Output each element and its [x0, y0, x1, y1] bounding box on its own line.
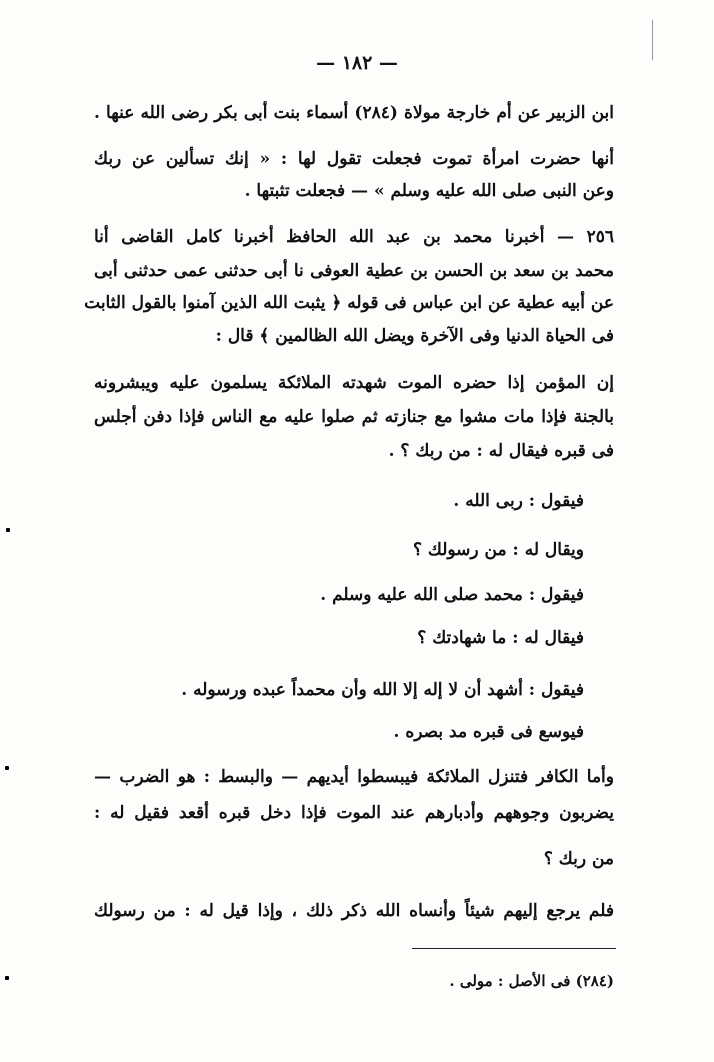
text-line-19: من ربك ؟ — [543, 849, 614, 869]
text-line-5: محمد بن سعد بن الحسن بن عطية العوفى نا أبى حدثنى عمى حدثنى أبى — [94, 261, 614, 281]
text-line-15: فيقول : أشهد أن لا إله إلا الله وأن محمداً عبده ورسوله . — [181, 680, 584, 700]
text-line-2: أنها حضرت امرأة تموت فجعلت تقول لها : « إنك تسألين عن ربك — [94, 149, 614, 169]
text-line-17: وأما الكافر فتنزل الملائكة فيبسطوا أيديهم — والبسط : هو الضرب — — [94, 767, 614, 787]
margin-mark — [6, 528, 10, 532]
text-line-8: إن المؤمن إذا حضره الموت شهدته الملائكة يسلمون عليه ويبشرونه — [94, 373, 614, 393]
text-line-1: ابن الزبير عن أم خارجة مولاة (٢٨٤) أسماء بنت أبى بكر رضى الله عنها . — [94, 103, 614, 123]
text-line-13: فيقول : محمد صلى الله عليه وسلم . — [320, 585, 584, 605]
text-line-18: يضربون وجوههم وأدبارهم عند الموت فإذا دخل قبره أقعد فقيل له : — [94, 803, 614, 823]
text-line-11: فيقول : ربى الله . — [453, 491, 584, 511]
text-line-7: فى الحياة الدنيا وفى الآخرة ويضل الله الظالمين ﴾ قال : — [215, 326, 614, 346]
margin-mark — [5, 976, 9, 980]
text-line-16: فيوسع فى قبره مد بصره . — [393, 722, 584, 742]
text-line-9: بالجنة فإذا مات مشوا مع جنازته ثم صلوا عليه مع الناس فإذا دفن أجلس — [94, 407, 614, 427]
footnote: (٢٨٤) فى الأصل : مولى . — [449, 972, 614, 990]
text-line-6: عن أبيه عطية عن ابن عباس فى قوله ﴿ يثبت الله الذين آمنوا بالقول الثابت — [84, 293, 614, 313]
footnote-rule — [412, 948, 616, 949]
scan-edge-line — [652, 20, 653, 60]
text-line-20: فلم يرجع إليهم شيئاً وأنساه الله ذكر ذلك ، وإذا قيل له : من رسولك — [94, 901, 614, 921]
text-line-3: وعن النبى صلى الله عليه وسلم » — فجعلت تثبتها . — [244, 181, 614, 201]
text-line-4: ٢٥٦ — أخبرنا محمد بن عبد الله الحافظ أخبرنا كامل القاضى أنا — [94, 227, 614, 247]
text-line-14: فيقال له : ما شهادتك ؟ — [417, 628, 584, 648]
text-line-12: ويقال له : من رسولك ؟ — [412, 540, 584, 560]
page-number: — ١٨٢ — — [316, 52, 398, 74]
text-line-10: فى قبره فيقال له : من ربك ؟ . — [388, 441, 614, 461]
margin-mark — [5, 766, 9, 770]
